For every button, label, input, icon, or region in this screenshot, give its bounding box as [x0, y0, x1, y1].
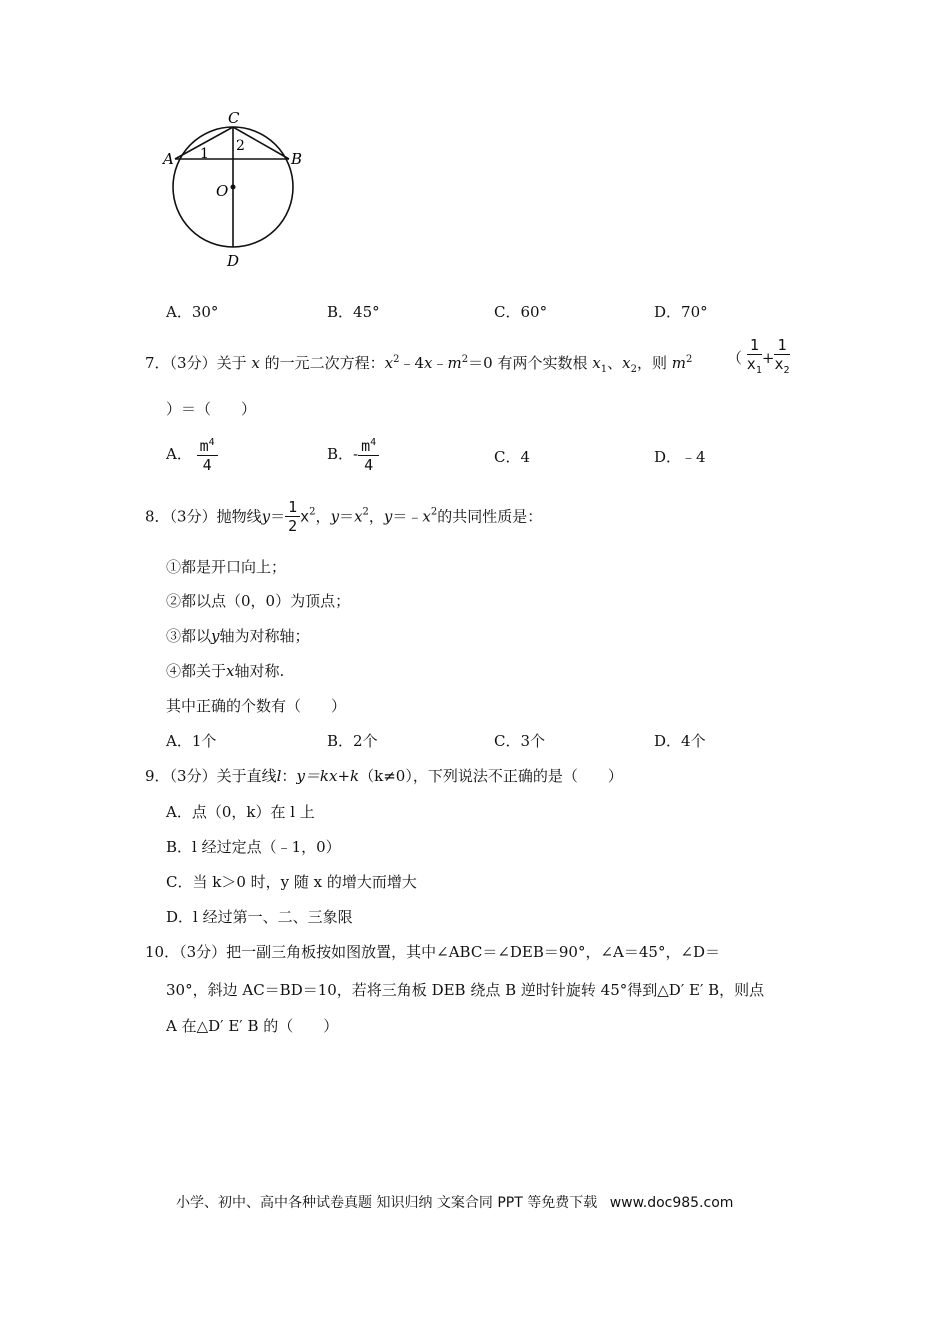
q7-option-d: D．﹣4: [654, 448, 706, 466]
q8-item-mark: ①: [166, 558, 182, 576]
q8-stem: [145, 498, 542, 535]
q8-option-c: C．3个: [494, 732, 546, 750]
q7-root2: x: [622, 354, 631, 372]
q7-eq-sup2: 2: [393, 354, 400, 365]
q8-eq2: ＝: [339, 507, 355, 526]
q8-question: 其中正确的个数有（ ）: [166, 697, 347, 715]
q9-option-c: C．当 k＞0 时，y 随 x 的增大而增大: [166, 873, 417, 891]
q7-option-b-num-wrap: [358, 434, 379, 456]
label-a: A: [163, 150, 174, 168]
q7-sub1: 1: [600, 364, 608, 375]
q8-option-b: B．2个: [327, 732, 378, 750]
q8-item-mark: ④: [166, 662, 182, 680]
q9-stem: [145, 766, 623, 786]
q8-number: 8．: [145, 507, 170, 526]
q8-item-text: 都关于: [181, 662, 227, 680]
q8-item-text: 都是开口向上；: [181, 558, 287, 576]
q8-item-mark: ③: [166, 627, 182, 645]
q9-score: （3分）: [169, 767, 217, 785]
page-footer: [176, 1192, 733, 1212]
q7-option-a-label: A．: [166, 445, 192, 463]
q9-option-d: D．l 经过第一、二、三象限: [166, 908, 353, 926]
angle-label-2: 2: [236, 138, 245, 154]
q10-line1-text: （3分）把一副三角板按如图放置，其中∠ABC＝∠DEB＝90°，∠A＝45°，∠D＝: [179, 943, 721, 961]
q7-option-a-sup: 4: [208, 437, 215, 448]
q7-sep: 、: [607, 354, 623, 372]
q8-item-var: y: [211, 627, 220, 645]
q7-option-b-label: B．: [327, 445, 354, 463]
q8-item-post: 轴对称.: [234, 662, 285, 680]
q6-option-b: B．45°: [327, 303, 380, 321]
q8-frac-num: 1: [285, 498, 300, 517]
q7-frac2-sub: 2: [783, 365, 790, 376]
q8-x3-sup: 2: [430, 506, 438, 518]
q10-line-2: 30°，斜边 AC＝BD＝10，若将三角板 DEB 绕点 B 逆时针旋转 45°得到△D′ E′ B，则点: [166, 981, 765, 999]
q8-x2: x: [354, 507, 363, 526]
label-o: O: [216, 182, 229, 200]
q7-number: 7．: [145, 354, 170, 372]
q7-option-b-num: m: [361, 437, 371, 455]
q8-text-a: 抛物线: [216, 507, 262, 526]
q8-option-d: D．4个: [654, 732, 706, 750]
q9-number: 9．: [145, 767, 170, 785]
q8-frac-den: 2: [288, 517, 298, 535]
q7-expression: [727, 336, 790, 380]
q8-eq3: ＝﹣: [392, 507, 423, 526]
q7-root1: x: [592, 354, 601, 372]
q9-cond: （k≠0）: [359, 767, 413, 785]
q7-m: m: [671, 354, 686, 372]
q7-m-sup: 2: [685, 354, 693, 365]
q8-y3: y: [383, 507, 393, 526]
q7-frac1-den: x: [746, 355, 756, 373]
label-c: C: [228, 109, 240, 127]
q8-item-3: [166, 626, 310, 646]
q9-text-b: ：: [281, 767, 297, 785]
q8-item-var: x: [226, 662, 235, 680]
q7-continuation: ）＝（ ）: [166, 400, 257, 418]
q7-stem: [145, 350, 692, 380]
q7-plus: +: [761, 349, 775, 367]
q8-eq1: ＝: [270, 507, 286, 526]
q7-frac1-den-wrap: [747, 355, 762, 380]
label-d: D: [227, 252, 240, 270]
q8-option-a: A．1个: [166, 732, 217, 750]
q9-eq: y＝kx+k: [296, 767, 360, 785]
q8-y1: y: [261, 507, 271, 526]
q7-paren: （: [727, 349, 743, 367]
label-b: B: [291, 150, 303, 168]
q7-option-a-frac: [197, 434, 218, 474]
q7-sub2: 2: [630, 364, 637, 375]
q8-item-text: 都以点（0，0）为顶点；: [181, 592, 351, 610]
q7-option-a: [166, 434, 218, 474]
q8-x1-sup: 2: [309, 506, 316, 518]
q8-item-4: [166, 661, 284, 681]
q6-option-c: C．60°: [494, 303, 548, 321]
q7-text-b: 的一元二次方程：: [264, 354, 385, 372]
q7-frac2-num: 1: [774, 336, 789, 355]
q7-option-b-sup: 4: [370, 437, 377, 448]
q8-x3: x: [422, 507, 431, 526]
q7-eq-sup2b: 2: [461, 354, 469, 365]
q9-option-b: B．l 经过定点（﹣1，0）: [166, 838, 341, 856]
q8-y2: y: [330, 507, 340, 526]
q7-option-b: [327, 434, 379, 474]
q8-item-text: 都以: [181, 627, 212, 645]
q10-number: 10．: [145, 943, 180, 961]
footer-url[interactable]: www.doc985.com: [609, 1195, 734, 1211]
q8-score: （3分）: [169, 507, 217, 526]
q8-item-mark: ②: [166, 592, 182, 610]
angle-label-1: 1: [200, 146, 209, 162]
q7-text-c: ，则: [636, 354, 667, 372]
q7-option-b-minus: -: [353, 445, 359, 463]
q7-eq-minus: ﹣: [432, 354, 448, 372]
q7-option-a-num-wrap: [197, 434, 218, 456]
q7-option-b-frac: [358, 434, 379, 474]
q7-frac1: [747, 336, 762, 380]
q6-option-d: D．70°: [654, 303, 708, 321]
q7-eq-x2: x: [384, 354, 394, 372]
q8-comma1: ，: [315, 507, 331, 526]
q10-line-1: [145, 942, 720, 962]
footer-text: 小学、初中、高中各种试卷真题 知识归纳 文案合同 PPT 等免费下载: [176, 1195, 598, 1211]
q9-l: l: [276, 767, 282, 785]
q7-frac1-sub: 1: [755, 365, 762, 376]
q9-text-a: 关于直线: [216, 767, 277, 785]
q8-item-2: [166, 591, 350, 611]
q8-comma2: ，: [368, 507, 384, 526]
q7-option-b-den: 4: [364, 456, 374, 474]
q7-option-a-num: m: [199, 437, 209, 455]
q7-option-a-den: 4: [202, 456, 212, 474]
q7-eq-end: ＝0 有两个实数根: [468, 354, 588, 372]
q7-eq-mid: ﹣4: [399, 354, 425, 372]
q7-score: （3分）: [169, 354, 217, 372]
q8-item-1: [166, 557, 286, 577]
q8-frac: [285, 498, 300, 535]
q8-x1: x: [300, 507, 310, 526]
q10-line-3: A 在△D′ E′ B 的（ ）: [166, 1017, 339, 1035]
q8-x2-sup: 2: [362, 506, 369, 518]
q6-option-a: A．30°: [166, 303, 219, 321]
q8-item-post: 轴为对称轴；: [219, 627, 310, 645]
q7-option-c: C．4: [494, 448, 531, 466]
q8-text-b: 的共同性质是：: [437, 507, 543, 526]
q7-eq-x: x: [424, 354, 433, 372]
q7-frac2-den: x: [774, 355, 784, 373]
q9-text-c: ，下列说法不正确的是（ ）: [412, 767, 623, 785]
q7-frac2-den-wrap: [774, 355, 789, 380]
circle-figure: [160, 108, 310, 278]
q7-var-x: x: [251, 354, 260, 372]
center-point: [231, 185, 236, 190]
q7-eq-m: m: [447, 354, 462, 372]
q9-option-a: A．点（0，k）在 l 上: [166, 803, 315, 821]
q7-text-a: 关于: [216, 354, 247, 372]
q7-frac2: [774, 336, 789, 380]
q7-frac1-num: 1: [747, 336, 762, 355]
